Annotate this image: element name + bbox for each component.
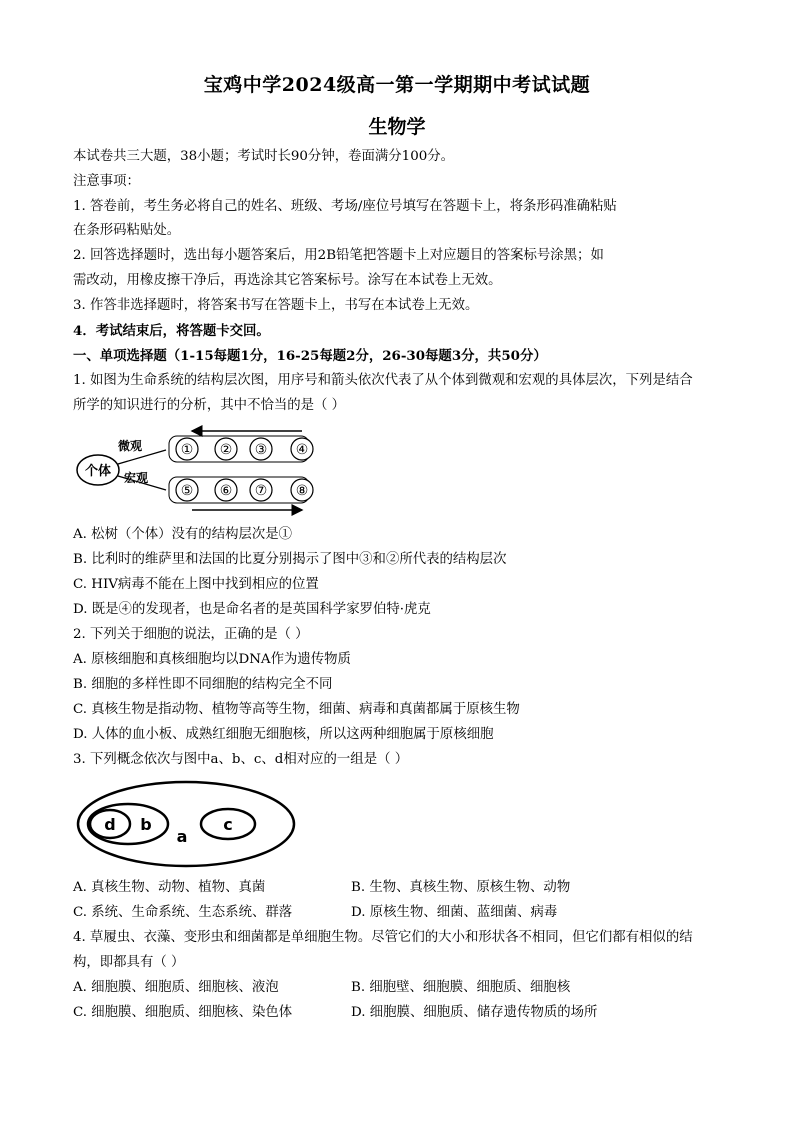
notice-title: 注意事项： [73, 174, 140, 189]
label-a: a [176, 827, 188, 846]
notice-line: 需改动，用橡皮擦干净后，再选涂其它答案标号。涂写在本试卷上无效。 [73, 273, 502, 288]
level-8: ⑧ [295, 483, 309, 499]
q2-option-c: C. 真核生物是指动物、植物等高等生物，细菌、病毒和真菌都属于原核生物 [73, 702, 520, 717]
notice-line: 2. 回答选择题时，选出每小题答案后，用2B铅笔把答题卡上对应题目的答案标号涂黑；如 [73, 248, 604, 263]
notice-line: 3. 作答非选择题时，将答案书写在答题卡上，书写在本试卷上无效。 [73, 298, 479, 313]
life-system-level-diagram [70, 420, 330, 520]
notice-line: 1. 答卷前，考生务必将自己的姓名、班级、考场/座位号填写在答题卡上，将条形码准确粘贴 [73, 199, 617, 214]
label-c: c [223, 815, 233, 834]
exam-subject: 生物学 [368, 116, 426, 138]
level-5: ⑤ [180, 483, 194, 499]
q4-option-b: B. 细胞壁、细胞膜、细胞质、细胞核 [351, 980, 571, 995]
ellipse-b [88, 804, 168, 844]
q3-option-b: B. 生物、真核生物、原核生物、动物 [351, 880, 571, 895]
q4-option-d: D. 细胞膜、细胞质、储存遗传物质的场所 [351, 1005, 598, 1020]
q1-option-b: B. 比利时的维萨里和法国的比夏分别揭示了图中③和②所代表的结构层次 [73, 552, 507, 567]
q3-option-d: D. 原核生物、细菌、蓝细菌、病毒 [351, 905, 558, 920]
q1-option-a: A. 松树（个体）没有的结构层次是① [73, 527, 293, 542]
q4-stem: 4. 草履虫、衣藻、变形虫和细菌都是单细胞生物。尽管它们的大小和形状各不相同，但它们都有相似的结 [73, 930, 693, 945]
level-1: ① [180, 442, 194, 458]
q1-stem: 所学的知识进行的分析，其中不恰当的是（ ） [73, 398, 346, 413]
q4-option-a: A. 细胞膜、细胞质、细胞核、液泡 [73, 980, 279, 995]
q3-stem: 3. 下列概念依次与图中a、b、c、d相对应的一组是（ ） [73, 752, 409, 767]
q2-option-d: D. 人体的血小板、成熟红细胞无细胞核，所以这两种细胞属于原核细胞 [73, 727, 494, 742]
section-heading: 一、单项选择题（1-15每题1分，16-25每题2分，26-30每题3分，共50分） [73, 348, 547, 364]
exam-summary: 本试卷共三大题，38小题；考试时长90分钟，卷面满分100分。 [73, 149, 455, 164]
q4-option-c: C. 细胞膜、细胞质、细胞核、染色体 [73, 1005, 293, 1020]
top-row [169, 436, 313, 462]
exam-title: 宝鸡中学2024级高一第一学期期中考试试题 [203, 74, 591, 96]
bottom-row [169, 477, 313, 503]
q1-stem: 1. 如图为生命系统的结构层次图，用序号和箭头依次代表了从个体到微观和宏观的具体层次，下列是结合 [73, 373, 693, 388]
level-4: ④ [295, 442, 309, 458]
q3-option-a: A. 真核生物、动物、植物、真菌 [73, 880, 266, 895]
q4-stem: 构，即都具有（ ） [73, 955, 185, 970]
q2-option-a: A. 原核细胞和真核细胞均以DNA作为遗传物质 [73, 652, 351, 667]
micro-label: 微观 [118, 439, 143, 453]
q1-option-d: D. 既是④的发现者，也是命名者的是英国科学家罗伯特·虎克 [73, 602, 431, 617]
level-6: ⑥ [219, 483, 233, 499]
macro-label: 宏观 [124, 471, 149, 485]
individual-label: 个体 [84, 464, 112, 479]
q3-option-c: C. 系统、生命系统、生态系统、群落 [73, 905, 293, 920]
notice-line: 在条形码粘贴处。 [73, 223, 181, 238]
level-3: ③ [254, 442, 268, 458]
q2-stem: 2. 下列关于细胞的说法，正确的是（ ） [73, 627, 309, 642]
level-7: ⑦ [254, 483, 268, 499]
q2-option-b: B. 细胞的多样性即不同细胞的结构完全不同 [73, 677, 333, 692]
label-d: d [104, 815, 116, 834]
q1-option-c: C. HIV病毒不能在上图中找到相应的位置 [73, 577, 319, 592]
label-b: b [140, 815, 152, 834]
level-2: ② [219, 442, 233, 458]
notice-line: 4．考试结束后，将答题卡交回。 [73, 323, 270, 339]
concept-venn-diagram [74, 778, 300, 870]
